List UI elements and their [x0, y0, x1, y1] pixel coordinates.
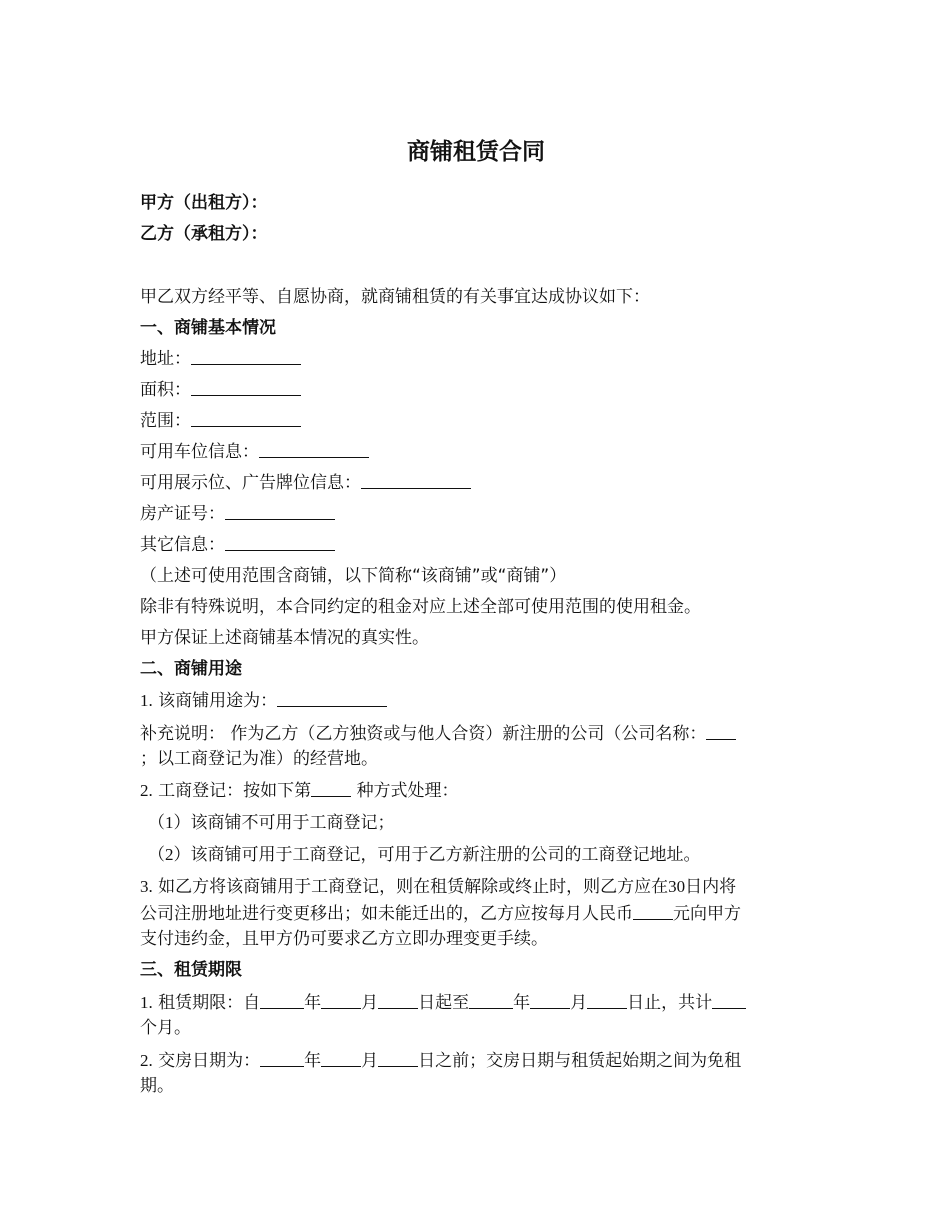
field-label: 地址： — [140, 349, 191, 369]
blank-line[interactable] — [225, 531, 335, 551]
supplement-line2: ；以工商登记为准）的经营地。 — [140, 749, 378, 769]
field-area — [140, 375, 812, 406]
field-label: 其它信息： — [140, 535, 225, 555]
field-address — [140, 344, 812, 375]
year-label: 年 — [304, 1051, 322, 1071]
blank-line[interactable] — [191, 345, 301, 365]
blank-line[interactable] — [260, 1047, 304, 1067]
blank-line[interactable] — [225, 500, 335, 520]
usage-item — [140, 685, 812, 717]
blank-line[interactable] — [378, 989, 418, 1009]
option-text: 该商铺不可用于工商登记； — [190, 813, 395, 833]
usage-label: 该商铺用途为： — [158, 691, 278, 711]
day-end-label: 日止，共计 — [627, 993, 713, 1013]
relocation-days: 30 — [668, 877, 686, 896]
blank-line[interactable] — [277, 687, 387, 707]
field-label: 可用展示位、广告牌位信息： — [140, 473, 361, 493]
blank-line[interactable] — [587, 989, 627, 1009]
field-label: 可用车位信息： — [140, 442, 259, 462]
blank-line[interactable] — [378, 1047, 418, 1067]
year-label: 年 — [304, 993, 322, 1013]
blank-line[interactable] — [191, 376, 301, 396]
field-parking — [140, 437, 812, 468]
lease-term-paragraph — [140, 989, 812, 1041]
field-billboard — [140, 468, 812, 499]
handover-label: 交房日期为： — [158, 1051, 261, 1071]
section3-heading: 三、租赁期限 — [140, 960, 242, 980]
blank-line[interactable] — [311, 777, 351, 797]
field-label: 房产证号： — [140, 504, 225, 524]
relocation-line1a: 如乙方将该商铺用于工商登记，则在租赁解除或终止时，则乙方应在 — [158, 877, 669, 897]
registration-pre: 工商登记：按如下第 — [158, 781, 312, 801]
item-number: 2. — [140, 781, 153, 800]
option-number: （1） — [148, 813, 191, 832]
blank-line[interactable] — [361, 469, 471, 489]
rent-scope-text: 除非有特殊说明，本合同约定的租金对应上述全部可使用范围的使用租金。 — [140, 597, 701, 617]
scope-note: （上述可使用范围含商铺，以下简称“该商铺”或“商铺”） — [140, 566, 567, 586]
intro-text: 甲乙双方经平等、自愿协商，就商铺租赁的有关事宜达成协议如下： — [140, 287, 650, 307]
blank-line[interactable] — [321, 1047, 361, 1067]
registration-option-2 — [140, 839, 812, 871]
month-label: 月 — [361, 993, 379, 1013]
registration-option-1 — [140, 807, 812, 839]
field-other — [140, 530, 812, 561]
party-a-label: 甲方（出租方）： — [140, 193, 268, 213]
blank-line[interactable] — [469, 989, 513, 1009]
contract-page — [140, 132, 812, 1102]
supplement-paragraph — [140, 720, 812, 772]
blank-line[interactable] — [530, 989, 570, 1009]
registration-post: 种方式处理： — [356, 781, 459, 801]
option-text: 该商铺可用于工商登记，可用于乙方新注册的公司的工商登记地址。 — [190, 845, 701, 865]
registration-item — [140, 775, 812, 807]
lease-term-line2: 个月。 — [140, 1018, 191, 1038]
lease-term-label: 租赁期限：自 — [158, 993, 261, 1013]
handover-paragraph — [140, 1047, 812, 1099]
item-number: 3. — [140, 877, 153, 896]
blank-line[interactable] — [712, 989, 746, 1009]
section2-heading: 二、商铺用途 — [140, 659, 242, 679]
blank-line[interactable] — [706, 720, 736, 740]
blank-line[interactable] — [321, 989, 361, 1009]
blank-line[interactable] — [260, 989, 304, 1009]
relocation-line1b: 日内将 — [685, 877, 737, 897]
relocation-line2a: 公司注册地址进行变更移出；如未能迁出的，乙方应按每月人民币 — [140, 904, 633, 924]
item-number: 1. — [140, 993, 153, 1012]
field-property-cert — [140, 499, 812, 530]
handover-text: 日之前；交房日期与租赁起始期之间为免租 — [418, 1051, 742, 1071]
handover-line2: 期。 — [140, 1076, 174, 1096]
page-title: 商铺租赁合同 — [407, 139, 545, 165]
month-label: 月 — [570, 993, 588, 1013]
month-label: 月 — [361, 1051, 379, 1071]
relocation-line2b: 元向甲方 — [673, 904, 741, 924]
day-to-label: 日起至 — [418, 993, 470, 1013]
field-label: 面积： — [140, 380, 191, 400]
guarantee-text: 甲方保证上述商铺基本情况的真实性。 — [140, 628, 429, 648]
field-scope — [140, 406, 812, 437]
relocation-line3: 支付违约金，且甲方仍可要求乙方立即办理变更手续。 — [140, 929, 548, 949]
section1-heading: 一、商铺基本情况 — [140, 318, 276, 338]
spacer — [140, 250, 812, 282]
item-number: 2. — [140, 1051, 153, 1070]
option-number: （2） — [148, 845, 191, 864]
blank-line[interactable] — [259, 438, 369, 458]
relocation-paragraph — [140, 874, 812, 952]
item-number: 1. — [140, 691, 153, 710]
field-label: 范围： — [140, 411, 191, 431]
blank-line[interactable] — [633, 900, 673, 920]
party-b-label: 乙方（承租方）： — [140, 224, 268, 244]
year-label: 年 — [513, 993, 531, 1013]
supplement-line1: 补充说明： 作为乙方（乙方独资或与他人合资）新注册的公司（公司名称： — [140, 724, 707, 744]
blank-line[interactable] — [191, 407, 301, 427]
